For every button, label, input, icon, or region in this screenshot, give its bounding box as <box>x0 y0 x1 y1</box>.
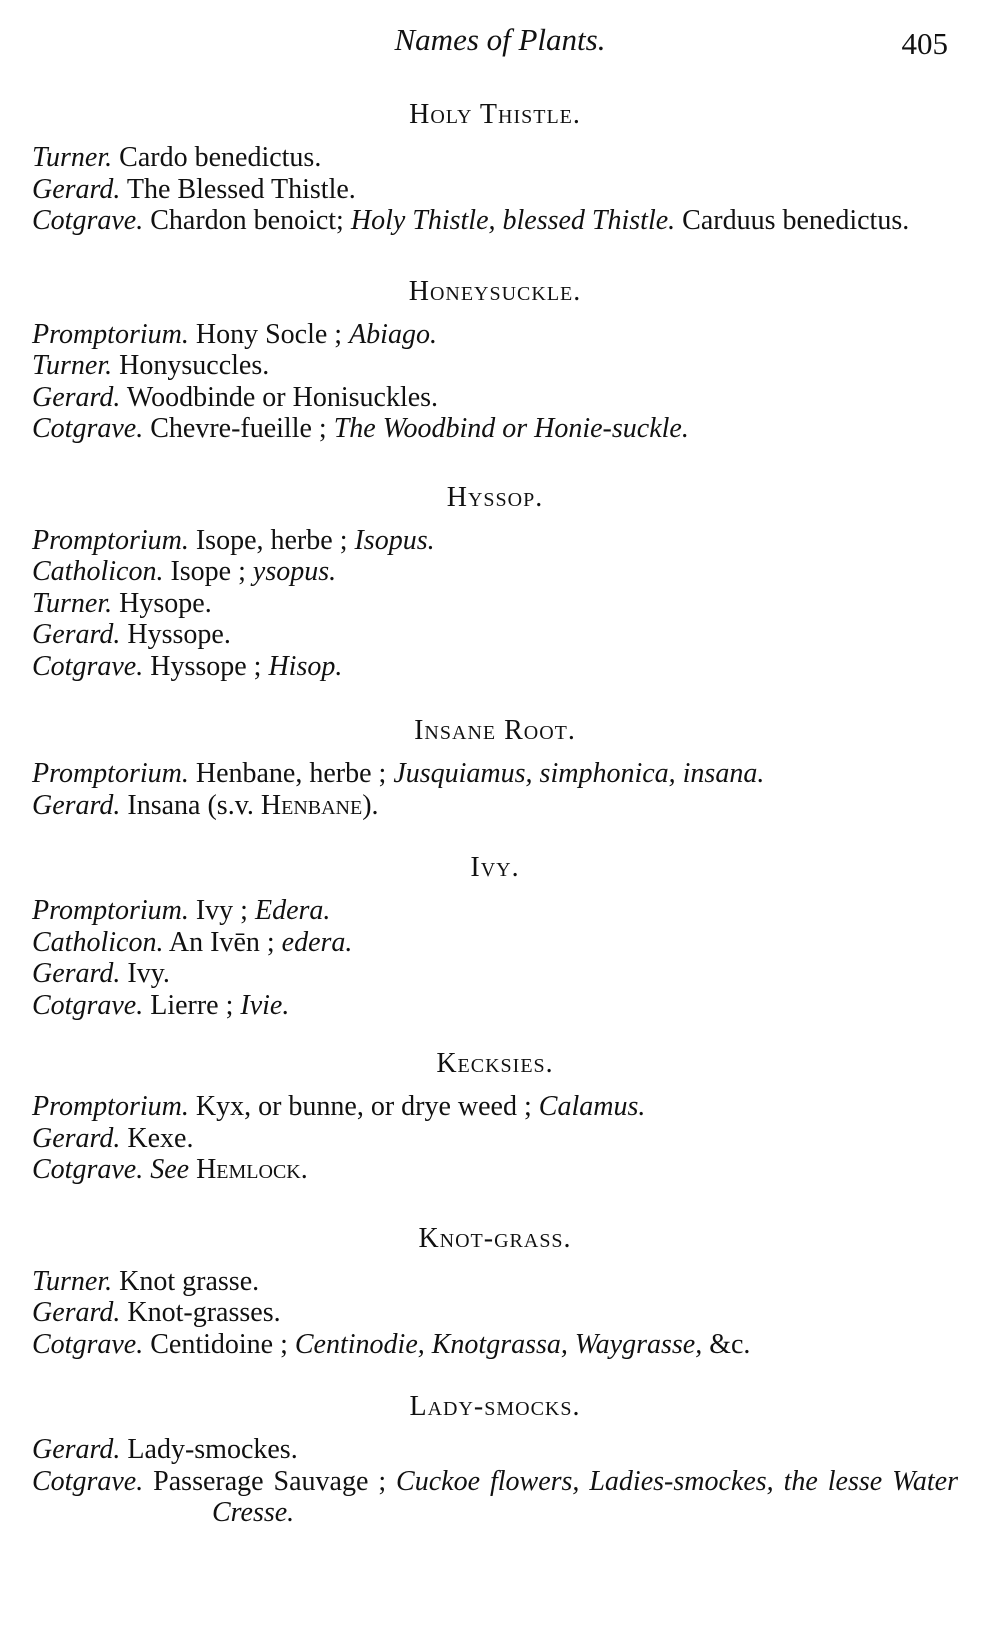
entry-text: Isope, herbe ; <box>188 524 355 556</box>
entry-text: Chevre-fueille ; <box>143 413 334 444</box>
entry-text: Hemlock. <box>196 1154 308 1185</box>
source-name: Gerard. <box>32 173 121 205</box>
source-name: Gerard. <box>32 619 121 650</box>
entry-text: Jusquiamus, simphonica, insana. <box>393 758 765 789</box>
entry-text: Knot-grasses. <box>120 1297 281 1328</box>
section-gap <box>32 1021 958 1047</box>
section-gap <box>32 1186 958 1222</box>
entry-text: Lierre ; <box>143 989 241 1021</box>
entry-text: Centidoine ; <box>143 1328 295 1360</box>
source-name: Promptorium. <box>32 318 189 350</box>
entry-text: Henbane <box>260 789 363 821</box>
citation-entry <box>32 1154 958 1186</box>
citation-entry <box>32 1091 958 1123</box>
citation-entry <box>32 413 958 445</box>
source-name: Promptorium. <box>32 895 189 926</box>
page-number: 405 <box>901 26 948 61</box>
entry-text: ). <box>362 789 379 821</box>
plant-heading: Ivy. <box>470 852 520 883</box>
plant-heading: Insane Root. <box>414 715 576 746</box>
entry-text: Ivie. <box>240 989 290 1021</box>
plant-section <box>32 98 958 237</box>
source-name: Turner. <box>32 350 113 381</box>
plant-section <box>32 714 958 821</box>
citation-entry <box>32 1329 958 1361</box>
source-name: Gerard. <box>32 381 121 413</box>
source-name: Cotgrave. <box>32 1328 144 1360</box>
entry-text: Cuckoe flowers, Ladies-smockes, the lesse Water Cresse. <box>212 1465 958 1528</box>
entry-text: Kyx, or bunne, or drye weed ; <box>188 1091 539 1122</box>
citation-entry <box>32 382 958 414</box>
plant-heading: Honeysuckle. <box>408 275 582 307</box>
section-gap <box>32 445 958 481</box>
source-name: Turner. <box>32 587 113 619</box>
citation-entry <box>32 619 958 651</box>
entry-text: Insana (s.v. <box>120 789 261 821</box>
plant-heading: Holy Thistle. <box>409 99 581 130</box>
section-gap <box>32 237 958 275</box>
citation-entry <box>32 1466 958 1529</box>
plant-heading: Knot-grass. <box>418 1222 572 1254</box>
source-name: Promptorium. <box>32 1091 189 1122</box>
entry-text: Edera. <box>254 895 331 926</box>
entry-text: Abiago. <box>349 318 437 350</box>
entry-text: Cardo benedictus. <box>112 142 322 173</box>
citation-entry <box>32 1297 958 1329</box>
citation-entry <box>32 927 958 959</box>
entry-text: The Blessed Thistle. <box>120 173 356 205</box>
citation-entry <box>32 958 958 990</box>
entry-text: Woodbinde or Honisuckles. <box>120 381 439 413</box>
entry-text: Hisop. <box>268 650 343 682</box>
plant-section <box>32 1222 958 1361</box>
source-name: Turner. <box>32 1265 113 1297</box>
source-name: Turner. <box>32 142 113 173</box>
entry-text: Lady-smockes. <box>120 1434 298 1465</box>
entry-text: The Woodbind or Honie-suckle. <box>333 413 689 444</box>
running-header <box>0 18 1000 68</box>
entry-text: An Ivēn ; <box>163 926 282 958</box>
source-name: Cotgrave. <box>32 1154 144 1185</box>
entry-text: Hony Socle ; <box>188 318 350 350</box>
source-name: Gerard. <box>32 1297 121 1328</box>
page-body <box>32 98 958 1529</box>
citation-entry <box>32 790 958 822</box>
source-name: Promptorium. <box>32 758 189 789</box>
citation-entry <box>32 556 958 588</box>
plant-heading: Hyssop. <box>446 481 544 513</box>
source-name: Cotgrave. <box>32 1465 144 1497</box>
plant-heading: Kecksies. <box>436 1048 554 1079</box>
source-name: Gerard. <box>32 958 121 989</box>
entry-text: Hyssope ; <box>143 650 269 682</box>
citation-entry <box>32 1266 958 1298</box>
entry-text: &c. <box>702 1328 751 1360</box>
entry-text: Carduus benedictus. <box>675 205 910 236</box>
source-name: Gerard. <box>32 1122 121 1154</box>
source-name: Cotgrave. <box>32 989 144 1021</box>
entry-text: edera. <box>281 926 353 958</box>
source-name: Catholicon. <box>32 556 164 587</box>
citation-entry <box>32 205 958 237</box>
plant-section <box>32 851 958 1021</box>
citation-entry <box>32 588 958 620</box>
entry-text: Henbane, herbe ; <box>188 758 394 789</box>
source-name: Promptorium. <box>32 524 189 556</box>
entry-text: Hysope. <box>112 587 212 619</box>
citation-entry <box>32 319 958 351</box>
citation-entry <box>32 990 958 1022</box>
citation-entry <box>32 142 958 174</box>
section-gap <box>32 682 958 714</box>
plant-section <box>32 275 958 445</box>
entry-text: Isope ; <box>163 556 253 587</box>
entry-text: Passerage Sauvage ; <box>143 1465 397 1497</box>
entry-text: Hyssope. <box>120 619 231 650</box>
citation-entry <box>32 174 958 206</box>
source-name: Catholicon. <box>32 926 164 958</box>
citation-entry <box>32 651 958 683</box>
citation-entry <box>32 1123 958 1155</box>
citation-entry <box>32 1434 958 1466</box>
source-name: Cotgrave. <box>32 413 144 444</box>
entry-text: Holy Thistle, blessed Thistle. <box>350 205 676 236</box>
entry-text: Ivy ; <box>188 895 255 926</box>
citation-entry <box>32 350 958 382</box>
citation-entry <box>32 895 958 927</box>
citation-entry <box>32 758 958 790</box>
entry-text: Honysuccles. <box>112 350 270 381</box>
section-gap <box>32 1360 958 1390</box>
entry-text: Calamus. <box>538 1091 646 1122</box>
entry-text: Knot grasse. <box>112 1265 260 1297</box>
source-name: Gerard. <box>32 1434 121 1465</box>
entry-text: ysopus. <box>252 556 337 587</box>
running-title: Names of Plants. <box>394 22 606 57</box>
source-name: Cotgrave. <box>32 650 144 682</box>
plant-section <box>32 1390 958 1529</box>
plant-section <box>32 481 958 683</box>
source-name: Gerard. <box>32 789 121 821</box>
entry-text: Chardon benoict; <box>143 205 351 236</box>
plant-section <box>32 1047 958 1186</box>
section-gap <box>32 821 958 851</box>
plant-heading: Lady-smocks. <box>409 1391 581 1422</box>
source-name: Cotgrave. <box>32 205 144 236</box>
entry-text: Centinodie, Knotgrassa, Waygrasse, <box>294 1328 703 1360</box>
entry-text: See <box>150 1154 190 1185</box>
entry-text: Ivy. <box>120 958 170 989</box>
entry-text: Isopus. <box>354 524 435 556</box>
citation-entry <box>32 525 958 557</box>
entry-text: Kexe. <box>120 1122 194 1154</box>
